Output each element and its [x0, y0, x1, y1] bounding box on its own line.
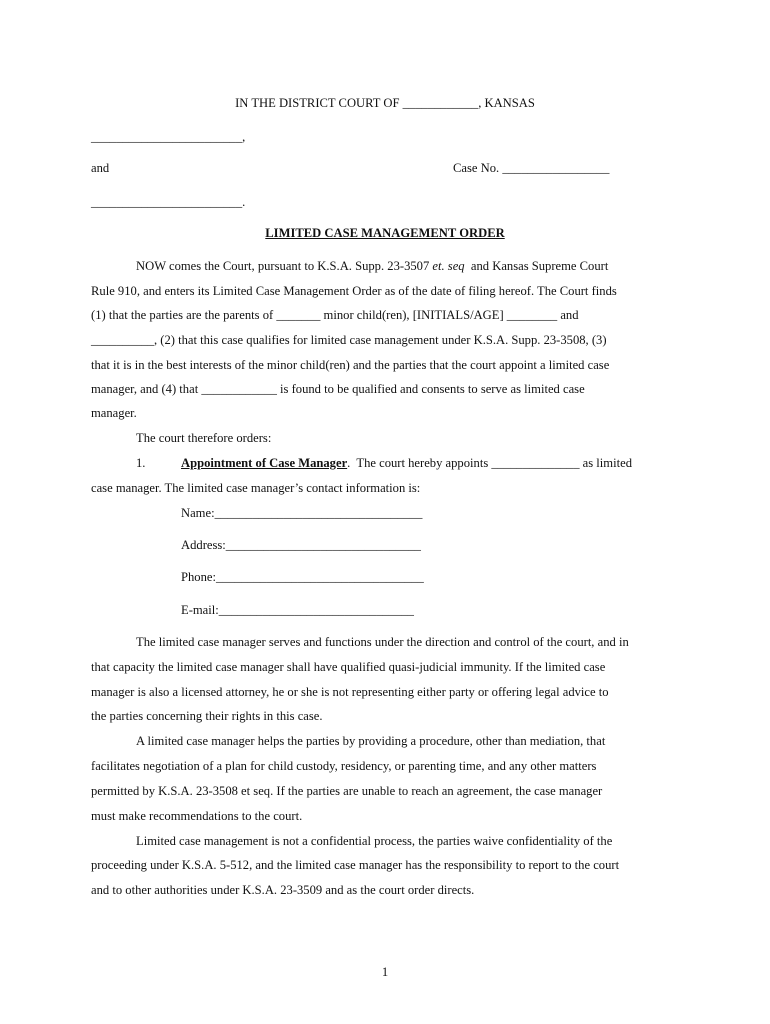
functions-line-1: The limited case manager serves and functions under the direction and control of the court, and in	[136, 635, 629, 649]
intro-line-1b: and Kansas Supreme Court	[464, 259, 609, 273]
party2-blank: ________________________.	[91, 195, 246, 209]
email-field: E-mail:_______________________________	[181, 603, 414, 617]
intro-line-1	[136, 258, 608, 274]
item-1-text-a: . The court hereby appoints ______________ as limited	[347, 456, 632, 470]
intro-line-4: __________, (2) that this case qualifies for limited case management under K.S.A. Supp. 23-3508, (3)	[91, 333, 607, 347]
orders-intro: The court therefore orders:	[136, 431, 272, 445]
helps-line-4: must make recommendations to the court.	[91, 809, 303, 823]
name-field: Name:_________________________________	[181, 506, 423, 520]
item-1-number: 1.	[136, 456, 146, 470]
confidential-line-3: and to other authorities under K.S.A. 23-3509 and as the court order directs.	[91, 883, 475, 897]
confidential-line-1: Limited case management is not a confidential process, the parties waive confidentiality of the	[136, 834, 613, 848]
intro-line-1a: NOW comes the Court, pursuant to K.S.A. Supp. 23-3507	[136, 259, 433, 273]
party1-blank: ________________________,	[91, 130, 246, 144]
phone-field: Phone:_________________________________	[181, 570, 424, 584]
functions-line-3: manager is also a licensed attorney, he or she is not representing either party or offering legal advice to	[91, 685, 609, 699]
functions-line-4: the parties concerning their rights in this case.	[91, 709, 323, 723]
item-1-heading: Appointment of Case Manager	[181, 456, 348, 470]
court-heading: IN THE DISTRICT COURT OF ____________, KANSAS	[235, 96, 535, 110]
item-1-line-2: case manager. The limited case manager’s contact information is:	[91, 481, 421, 495]
case-number-field: Case No. _________________	[453, 161, 610, 175]
helps-line-1: A limited case manager helps the parties by providing a procedure, other than mediation, that	[136, 734, 606, 748]
page-number: 1	[381, 965, 389, 979]
intro-line-3: (1) that the parties are the parents of _______ minor child(ren), [INITIALS/AGE] ________ and	[91, 308, 579, 322]
address-field: Address:_______________________________	[181, 538, 421, 552]
functions-line-2: that capacity the limited case manager shall have qualified quasi-judicial immunity. If the limited case	[91, 660, 606, 674]
confidential-line-2: proceeding under K.S.A. 5-512, and the limited case manager has the responsibility to report to the court	[91, 858, 620, 872]
helps-line-2: facilitates negotiation of a plan for child custody, residency, or parenting time, and any other matters	[91, 759, 597, 773]
order-title: LIMITED CASE MANAGEMENT ORDER	[265, 226, 505, 240]
and-label: and	[91, 161, 110, 175]
helps-line-3: permitted by K.S.A. 23-3508 et seq. If the parties are unable to reach an agreement, the case manager	[91, 784, 603, 798]
intro-line-6: manager, and (4) that ____________ is found to be qualified and consents to serve as limited case	[91, 382, 585, 396]
intro-line-7: manager.	[91, 406, 137, 420]
intro-line-5: that it is in the best interests of the minor child(ren) and the parties that the court appoint a limited case	[91, 358, 610, 372]
item-1-line-1	[181, 455, 632, 471]
intro-line-2: Rule 910, and enters its Limited Case Management Order as of the date of filing hereof. The Court finds	[91, 284, 617, 298]
intro-line-1-italic: et. seq	[432, 259, 465, 273]
